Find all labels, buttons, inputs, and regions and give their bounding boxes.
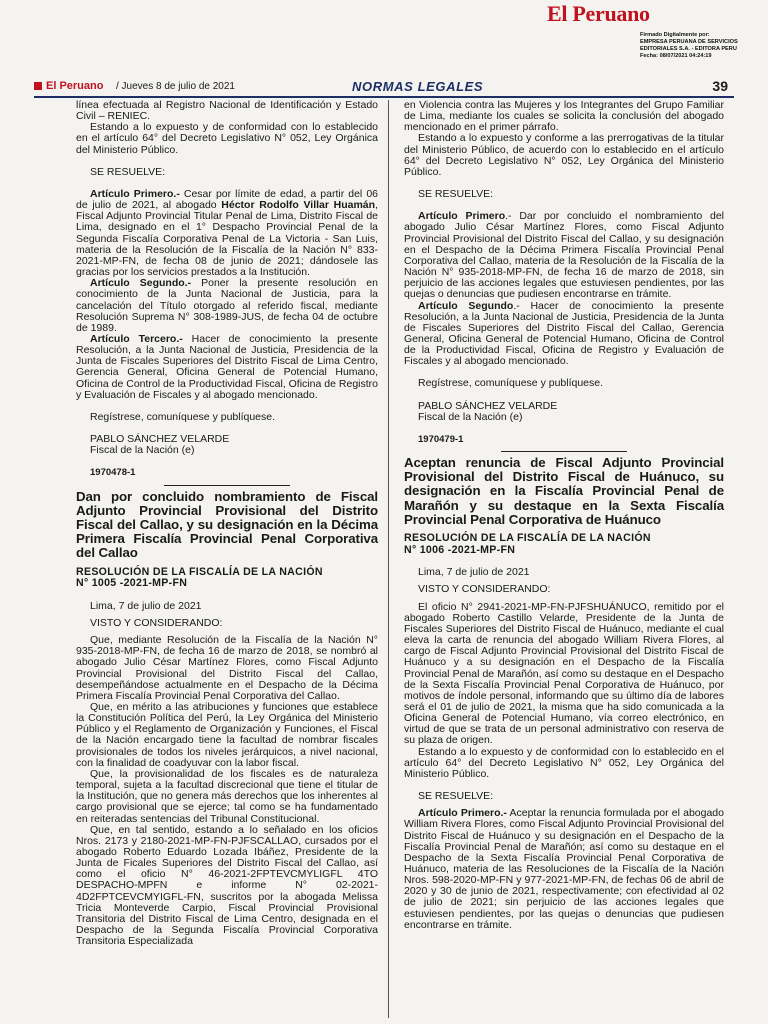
person-name: Héctor Rodolfo Villar Huamán <box>221 199 376 212</box>
paragraph: Estando a lo expuesto y de conformidad con lo establecido en el artículo 64° del Decreto Legislativo N° 052, Ley Orgánica del Ministerio Público. <box>404 745 724 780</box>
paragraph: Estando a lo expuesto y conforme a las prerrogativas de la titular del Ministerio Público, de acuerdo con lo establecido en el artículo 64° del Decreto Legislativo N° 052, Ley Orgánica del Ministerio Público. <box>404 132 724 178</box>
article-paragraph: Artículo Segundo.- Poner la presente resolución en conocimiento de la Junta Nacional de Justicia, para la cancelación del Título otorgado al referido fiscal, mediante Resolución Suprema N° 308-1989-JUS, de fecha 04 de octubre de 1989. <box>76 277 378 334</box>
signer-name: PABLO SÁNCHEZ VELARDE <box>418 399 558 412</box>
header-section: NORMAS LEGALES <box>352 79 484 94</box>
article-paragraph: Artículo Primero.- Cesar por límite de edad, a partir del 06 de julio de 2021, al abogado Héctor Rodolfo Villar Huamán, Fiscal Adjunto Provincial Titular Penal de Lima, Distrito Fiscal de Lima, designado en el 1° Despacho Provincial Penal de la Segunda Fiscalía Corporativa Penal de La Victoria - San Luis, materia de la Resolución de la Fiscalía de la Nación N° 833-2021-MP-FN, de fecha 08 de junio de 2021; dándosele las gracias por los servicios prestados a la Institución. <box>76 187 378 279</box>
signature-line: Fecha: 08/07/2021 04:24:19 <box>640 53 712 59</box>
right-column <box>404 100 724 931</box>
article-label: Artículo Primero.- <box>90 187 180 200</box>
separator-rule <box>164 485 290 486</box>
resolution-heading: RESOLUCIÓN DE LA FISCALÍA DE LA NACIÓN <box>76 565 323 578</box>
article-label: Artículo Primero <box>418 210 506 223</box>
resolution-number: N° 1006 -2021-MP-FN <box>404 543 516 556</box>
header-date: / Jueves 8 de julio de 2021 <box>116 81 235 92</box>
article-paragraph: Artículo Primero.- Aceptar la renuncia formulada por el abogado William Rivera Flores, como Fiscal Adjunto Provincial Provisional del Distrito Fiscal de Huánuco y su designación en el Despacho de la Fiscalía Provincial Penal de Marañón; así como su destaque en el Despacho de la Sexta Fiscalía Provincial Penal Corporativa de Huánuco, materia de las Resoluciones de la Fiscalía de la Nación Nros. 598-2020-MP-FN y 977-2021-MP-FN, de fechas 06 de abril de 2020 y 30 de junio de 2021, respectivamente; con efectividad al 02 de julio de 2021; sin perjuicio de las acciones legales que estuviesen pendientes, por las quejas o denuncias que pudiesen encontrarse en trámite. <box>404 807 724 931</box>
article-title: Aceptan renuncia de Fiscal Adjunto Provincial Provisional del Distrito Fiscal de Huánuco, su designación en la Fiscalía Provincial Penal de Marañón y su destaque en la Sexta Fiscalía Provincial Penal Corporativa de Huánuco <box>404 455 724 527</box>
signer-name: PABLO SÁNCHEZ VELARDE <box>90 433 230 446</box>
el-peruano-logo: El Peruano <box>547 1 650 26</box>
left-column <box>76 100 378 947</box>
paragraph: Que, en mérito a las atribuciones y funciones que establece la Constitución Política del Perú, la Ley Orgánica del Ministerio Público y el Reglamento de Organización y Funciones, el Fiscal de la Nación encargado tiene la facultad de nombrar fiscales provisionales de todos los niveles jerárquicos, a nivel nacional, con la finalidad de coadyuvar con la labor fiscal. <box>76 700 378 769</box>
header-paper-name: El Peruano <box>46 80 104 92</box>
signature-line: EDITORIALES S.A. - EDITORA PERU <box>640 46 737 52</box>
separator-rule <box>501 451 627 452</box>
column-divider <box>388 100 389 1018</box>
place-date: Lima, 7 de julio de 2021 <box>90 599 202 612</box>
article-label: Artículo Primero.- <box>418 807 507 820</box>
running-header <box>34 78 734 98</box>
article-label: Artículo Segundo.- <box>90 277 192 290</box>
resolution-number: N° 1005 -2021-MP-FN <box>76 577 188 590</box>
page-number: 39 <box>712 78 728 94</box>
paragraph: en Violencia contra las Mujeres y los Integrantes del Grupo Familiar de Lima, mediante los cuales se solicita la conclusión del abogado mencionado en el primer párrafo. <box>404 99 724 134</box>
paragraph: Estando a lo expuesto y de conformidad con lo establecido en el artículo 64° del Decreto Legislativo N° 052, Ley Orgánica del Ministerio Público. <box>76 121 378 156</box>
closing-formula: Regístrese, comuníquese y publíquese. <box>90 410 276 423</box>
se-resuelve-label: SE RESUELVE: <box>418 790 494 803</box>
visto-label: VISTO Y CONSIDERANDO: <box>418 583 551 596</box>
resolution-heading: RESOLUCIÓN DE LA FISCALÍA DE LA NACIÓN <box>404 532 651 545</box>
header-rule <box>34 96 734 98</box>
signature-line: EMPRESA PERUANA DE SERVICIOS <box>640 39 738 45</box>
article-label: Artículo Tercero.- <box>90 332 183 345</box>
paragraph: Que, la provisionalidad de los fiscales es de naturaleza temporal, sujeta a la facultad discrecional que tiene el titular de la Institución, que no genera más derechos que los inherentes al cargo provisional que se ejerce; tal como se ha fundamentado en reiteradas sentencias del Tribunal Constitucional. <box>76 767 378 825</box>
se-resuelve-label: SE RESUELVE: <box>418 188 494 201</box>
signature-line: Firmado Digitalmente por: <box>640 32 710 38</box>
document-code: 1970478-1 <box>90 467 136 479</box>
signer-title: Fiscal de la Nación (e) <box>418 410 523 423</box>
paragraph: Que, mediante Resolución de la Fiscalía de la Nación N° 935-2018-MP-FN, de fecha 16 de marzo de 2018, se nombró al abogado Julio César Martínez Flores, como Fiscal Adjunto Provincial Provisional del Distrito Fiscal del Callao, desempeñándose actualmente en el Despacho de la Décima Primera Fiscalía Provincial Penal Corporativa del Callao. <box>76 634 378 702</box>
paragraph: línea efectuada al Registro Nacional de Identificación y Estado Civil – RENIEC. <box>76 99 378 123</box>
se-resuelve-label: SE RESUELVE: <box>90 165 166 178</box>
place-date: Lima, 7 de julio de 2021 <box>418 566 530 579</box>
signer-title: Fiscal de la Nación (e) <box>90 444 195 457</box>
article-paragraph: Artículo Primero.- Dar por concluido el nombramiento del abogado Julio César Martínez Flores, como Fiscal Adjunto Provincial Provisional del Distrito Fiscal del Callao, y su designación en el Despacho de la Décima Primera Fiscalía Provincial Penal Corporativa del Callao, materia de la Resolución de la Fiscalía de la Nación N° 935-2018-MP-FN, de fecha 16 de marzo de 2018, sin perjuicio de las acciones legales que estuviesen pendientes, por las quejas o denuncias que pudiesen encontrarse en trámite. <box>404 210 724 301</box>
article-paragraph: Artículo Segundo.- Hacer de conocimiento la presente Resolución, a la Junta Nacional de Justicia, Presidencia de la Junta de Fiscales Superiores del Distrito Fiscal del Callao, Gerencia General, Oficina General de Potencial Humano, Oficina de Control de la Productividad Fiscal, Oficina de Registro y Evaluación de Fiscales y al abogado mencionado. <box>404 299 725 368</box>
article-label: Artículo Segundo <box>418 299 514 312</box>
document-code: 1970479-1 <box>418 433 464 445</box>
visto-label: VISTO Y CONSIDERANDO: <box>90 616 223 629</box>
article-paragraph: Artículo Tercero.- Hacer de conocimiento la presente Resolución, a la Junta Nacional de Justicia, Presidencia de la Junta de Fiscales Superiores del Distrito Fiscal de Lima Centro, Gerencia General, Oficina General de Potencial Humano, Oficina de Control de la Productividad Fiscal, Oficina de Registro y Evaluación de Fiscales y al abogado mencionado. <box>76 332 378 401</box>
closing-formula: Regístrese, comuníquese y publíquese. <box>418 377 604 390</box>
red-square-icon <box>34 82 42 90</box>
paragraph: Que, en tal sentido, estando a lo señalado en los oficios Nros. 2173 y 2180-2021-MP-FN-PJFSCALLAO, cursados por el abogado Roberto Eduardo Lozada Ibáñez, Presidente de la Junta de Ficales Superiores del Distrito Fiscal del Callao, así como el oficio N° 46-2021-2FPTEVCMYLIGFL 4TO DESPACHO-MPFN e informe N° 02-2021-4D2FPTCEVCMYIGFL-FN, suscritos por la abogada Melissa Tricia Monteverde Carpio, Fiscal Provincial Provisional Transitoria del Distrito Fiscal de Lima Centro, designada en el Despacho de la Segunda Fiscalía Provincial Corporativa Transitoria Especializada <box>76 823 378 948</box>
paragraph: El oficio N° 2941-2021-MP-FN-PJFSHUÁNUCO, remitido por el abogado Roberto Castillo Velarde, Presidente de la Junta de Fiscales Superiores del Distrito Fiscal de Huánuco, mediante el cual eleva la carta de renuncia del abogado William Rivera Flores, al cargo de Fiscal Adjunto Provincial Provisional del Distrito Fiscal de Huánuco y a su designación en el Despacho de la Fiscalía Provincial Penal de Marañón, así como su destaque en el Despacho de la Sexta Fiscalía Provincial Penal Corporativa de Huánuco, por motivos de índole personal, informando que su último día de labores será el 01 de julio de 2021, la misma que ha sido comunicada a la Oficina General de Potencial Humano, vía correo electrónico, en virtud de que se trata de un personal administrativo con reserva de su plaza de origen. <box>404 600 724 747</box>
article-title: Dan por concluido nombramiento de Fiscal Adjunto Provincial Provisional del Distrito Fiscal del Callao, y su designación en la Décima Primera Fiscalía Provincial Penal Corporativa del Callao <box>76 488 378 561</box>
digital-signature-block <box>640 32 764 60</box>
